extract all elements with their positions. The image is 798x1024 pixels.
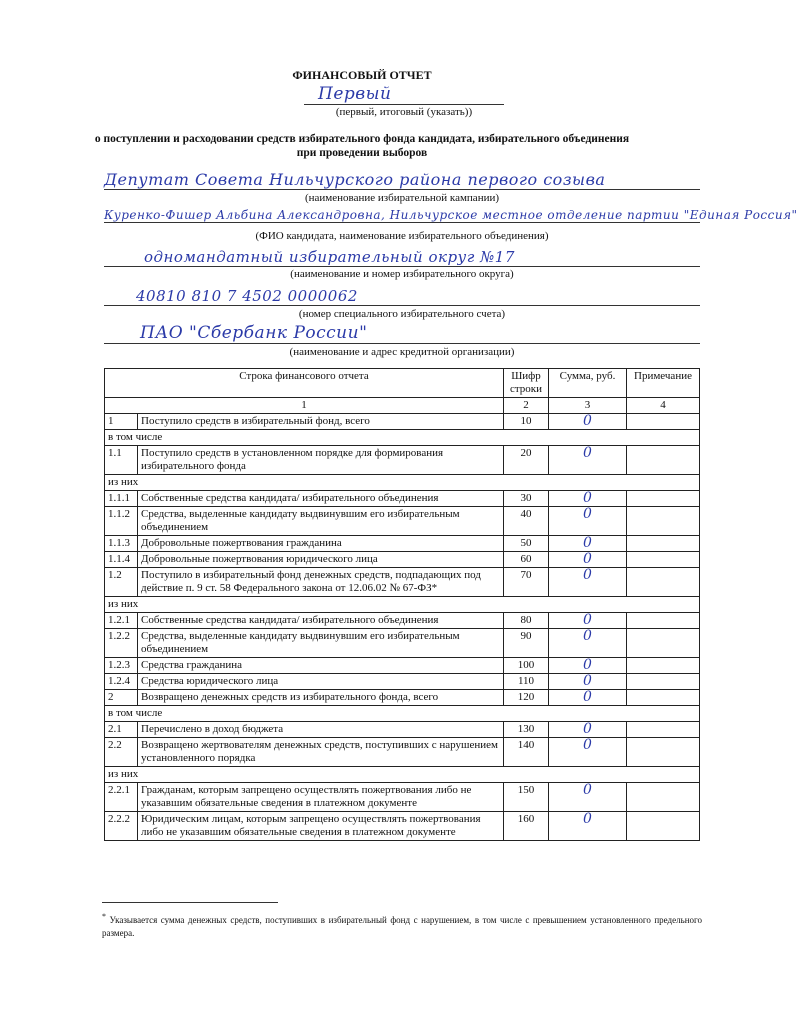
- row-code: 90: [504, 629, 549, 658]
- row-number: 1.2.3: [105, 658, 138, 674]
- campaign-value: Депутат Совета Нильчурского района первого созыва: [104, 170, 700, 190]
- col-number-4: 4: [627, 398, 700, 414]
- row-number: 2: [105, 690, 138, 706]
- row-sum: 0: [549, 491, 627, 507]
- row-label: Добровольные пожертвования гражданина: [138, 536, 504, 552]
- row-label: Поступило средств в избирательный фонд, всего: [138, 414, 504, 430]
- page-title: ФИНАНСОВЫЙ ОТЧЕТ: [292, 68, 432, 82]
- row-note: [627, 536, 700, 552]
- row-sum: 0: [549, 446, 627, 475]
- section-row: [105, 767, 700, 783]
- row-note: [627, 629, 700, 658]
- row-sum: 0: [549, 722, 627, 738]
- row-label: Средства гражданина: [138, 658, 504, 674]
- subject-line-2: при проведении выборов: [296, 147, 428, 159]
- subject-line-1: о поступлении и расходовании средств избирательного фонда кандидата, избирательного объединения: [94, 133, 630, 145]
- column-number-row: [105, 398, 700, 414]
- header-note: Примечание: [627, 369, 700, 398]
- footnote-divider: [102, 902, 278, 903]
- row-number: 1.1.3: [105, 536, 138, 552]
- row-code: 80: [504, 613, 549, 629]
- table-row: [105, 568, 700, 597]
- table-row: [105, 613, 700, 629]
- section-row: [105, 475, 700, 491]
- footnote: [102, 910, 702, 940]
- row-number: 2.1: [105, 722, 138, 738]
- row-number: 1.2: [105, 568, 138, 597]
- section-label: в том числе: [105, 430, 700, 446]
- row-note: [627, 491, 700, 507]
- header-row-label: Строка финансового отчета: [105, 369, 504, 398]
- report-type-caption: (первый, итоговый (указать)): [335, 106, 473, 118]
- section-row: [105, 597, 700, 613]
- row-sum: 0: [549, 552, 627, 568]
- row-label: Возвращено денежных средств из избирательного фонда, всего: [138, 690, 504, 706]
- row-code: 40: [504, 507, 549, 536]
- district-value: одномандатный избирательный округ №17: [104, 248, 700, 267]
- row-sum: 0: [549, 536, 627, 552]
- row-sum: 0: [549, 568, 627, 597]
- row-number: 1.1: [105, 446, 138, 475]
- section-label: в том числе: [105, 706, 700, 722]
- row-sum: 0: [549, 414, 627, 430]
- row-label: Поступило средств в установленном порядке для формирования избирательного фонда: [138, 446, 504, 475]
- row-note: [627, 738, 700, 767]
- footnote-mark: *: [102, 912, 106, 921]
- row-number: 1.1.1: [105, 491, 138, 507]
- row-label: Средства, выделенные кандидату выдвинувшим его избирательным объединением: [138, 507, 504, 536]
- row-note: [627, 722, 700, 738]
- row-label: Перечислено в доход бюджета: [138, 722, 504, 738]
- row-sum: 0: [549, 783, 627, 812]
- row-note: [627, 613, 700, 629]
- row-note: [627, 812, 700, 841]
- row-code: 160: [504, 812, 549, 841]
- row-code: 70: [504, 568, 549, 597]
- row-note: [627, 552, 700, 568]
- row-code: 10: [504, 414, 549, 430]
- col-number-1: 1: [105, 398, 504, 414]
- row-label: Средства, выделенные кандидату выдвинувшим его избирательным объединением: [138, 629, 504, 658]
- table-row: [105, 783, 700, 812]
- row-sum: 0: [549, 690, 627, 706]
- row-sum: 0: [549, 812, 627, 841]
- account-caption: (номер специального избирательного счета): [298, 308, 506, 320]
- table-row: [105, 690, 700, 706]
- table-header-row: [105, 369, 700, 398]
- footnote-text: Указывается сумма денежных средств, поступивших в избирательный фонд с нарушением, в том числе с превышением установленного предельного размера.: [102, 915, 702, 938]
- table-body: [105, 369, 700, 841]
- row-number: 2.2.2: [105, 812, 138, 841]
- section-label: из них: [105, 597, 700, 613]
- row-code: 140: [504, 738, 549, 767]
- row-code: 150: [504, 783, 549, 812]
- row-sum: 0: [549, 507, 627, 536]
- row-code: 30: [504, 491, 549, 507]
- campaign-caption: (наименование избирательной кампании): [304, 192, 500, 204]
- table-row: [105, 629, 700, 658]
- row-sum: 0: [549, 658, 627, 674]
- row-label: Собственные средства кандидата/ избирательного объединения: [138, 491, 504, 507]
- section-row: [105, 706, 700, 722]
- section-label: из них: [105, 475, 700, 491]
- row-label: Поступило в избирательный фонд денежных средств, подпадающих под действие п. 9 ст. 58 Федерального закона от 12.06.02 № 67-ФЗ*: [138, 568, 504, 597]
- account-value: 40810 810 7 4502 0000062: [104, 287, 700, 306]
- section-label: из них: [105, 767, 700, 783]
- table-row: [105, 446, 700, 475]
- table-row: [105, 414, 700, 430]
- table-row: [105, 812, 700, 841]
- row-label: Гражданам, которым запрещено осуществлять пожертвования либо не указавшим обязательные сведения в платежном документе: [138, 783, 504, 812]
- header-code: Шифр строки: [504, 369, 549, 398]
- col-number-3: 3: [549, 398, 627, 414]
- row-note: [627, 690, 700, 706]
- row-note: [627, 658, 700, 674]
- district-caption: (наименование и номер избирательного округа): [290, 268, 514, 280]
- row-number: 1.2.1: [105, 613, 138, 629]
- table-row: [105, 507, 700, 536]
- row-sum: 0: [549, 629, 627, 658]
- row-note: [627, 507, 700, 536]
- row-code: 50: [504, 536, 549, 552]
- candidate-value: Куренко-Фишер Альбина Александровна, Нильчурское местное отделение партии "Единая Россия": [104, 208, 798, 222]
- financial-report-table: [104, 368, 700, 841]
- row-number: 1.2.4: [105, 674, 138, 690]
- table-row: [105, 658, 700, 674]
- row-note: [627, 568, 700, 597]
- row-code: 110: [504, 674, 549, 690]
- row-label: Возвращено жертвователям денежных средств, поступивших с нарушением установленного порядка: [138, 738, 504, 767]
- row-note: [627, 674, 700, 690]
- col-number-2: 2: [504, 398, 549, 414]
- table-row: [105, 674, 700, 690]
- bank-caption: (наименование и адрес кредитной организации): [289, 346, 515, 358]
- report-type-value: Первый: [304, 84, 504, 105]
- bank-value: ПАО "Сбербанк России": [104, 323, 700, 344]
- row-number: 1.1.2: [105, 507, 138, 536]
- row-code: 120: [504, 690, 549, 706]
- table-row: [105, 491, 700, 507]
- row-note: [627, 446, 700, 475]
- row-sum: 0: [549, 738, 627, 767]
- header-sum: Сумма, руб.: [549, 369, 627, 398]
- row-sum: 0: [549, 674, 627, 690]
- row-code: 100: [504, 658, 549, 674]
- row-sum: 0: [549, 613, 627, 629]
- row-label: Юридическим лицам, которым запрещено осуществлять пожертвования либо не указавшим обязательные сведения в платежном документе: [138, 812, 504, 841]
- table-row: [105, 738, 700, 767]
- row-number: 1: [105, 414, 138, 430]
- table-row: [105, 536, 700, 552]
- row-label: Средства юридического лица: [138, 674, 504, 690]
- candidate-caption: (ФИО кандидата, наименование избирательного объединения): [255, 230, 549, 242]
- table-row: [105, 552, 700, 568]
- row-label: Собственные средства кандидата/ избирательного объединения: [138, 613, 504, 629]
- row-label: Добровольные пожертвования юридического лица: [138, 552, 504, 568]
- table-row: [105, 722, 700, 738]
- row-number: 1.2.2: [105, 629, 138, 658]
- row-code: 60: [504, 552, 549, 568]
- row-code: 130: [504, 722, 549, 738]
- row-number: 2.2.1: [105, 783, 138, 812]
- row-code: 20: [504, 446, 549, 475]
- row-note: [627, 414, 700, 430]
- section-row: [105, 430, 700, 446]
- row-note: [627, 783, 700, 812]
- row-number: 1.1.4: [105, 552, 138, 568]
- row-number: 2.2: [105, 738, 138, 767]
